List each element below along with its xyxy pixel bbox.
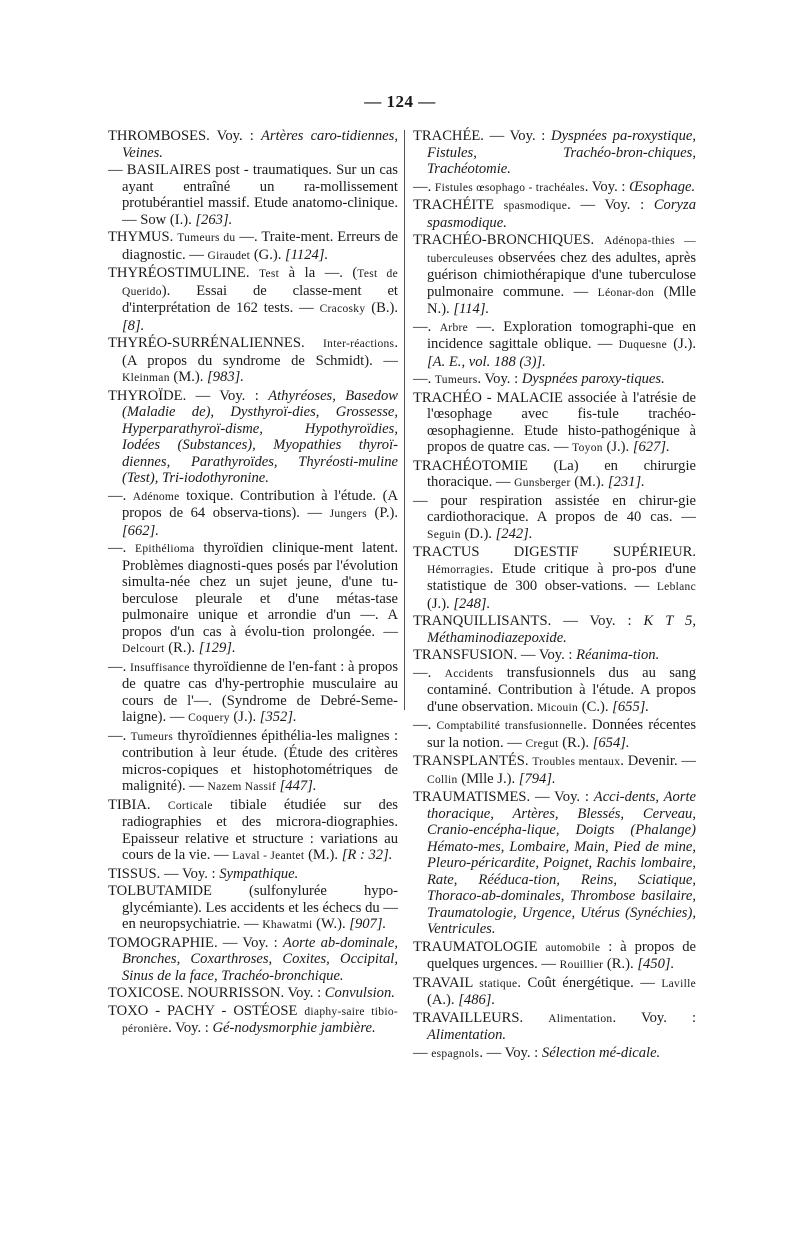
entry-smallcaps-text: Seguin xyxy=(427,528,461,541)
entry-reference: [114]. xyxy=(453,301,490,317)
entry-smallcaps-text: Alimentation xyxy=(548,1012,613,1025)
entry-reference: [983]. xyxy=(207,369,244,385)
entry-text: (J.). xyxy=(427,595,454,612)
entry-text: TRACTUS DIGESTIF SUPÉRIEUR. xyxy=(413,544,696,560)
entry-text: TIBIA. xyxy=(108,796,168,813)
entry-text: — pour respiration assistée en chirur-gie cardiothoracique. A propos de 40 cas. — xyxy=(413,492,696,525)
entry-text: TOXO - PACHY - OSTÉOSE xyxy=(108,1002,305,1019)
entry-text: TRACHÉO-BRONCHIQUES. xyxy=(413,232,604,248)
entry-smallcaps-text: Adénopa-thies — tuberculeuses xyxy=(427,235,696,265)
index-entry xyxy=(413,128,696,178)
entry-smallcaps-text: Duquesne xyxy=(618,339,668,351)
entry-text: — BASILAIRES post - traumatiques. Sur un cas ayant entraîné un ra-mollissement protubérantiel massif. Etude anatomo-clinique. — Sow (I.). xyxy=(108,162,398,228)
entry-text: (M.). xyxy=(169,369,208,385)
index-entry xyxy=(413,458,696,492)
entry-smallcaps-text: Tumeurs xyxy=(130,730,174,743)
entry-smallcaps-text: Nazem Nassif xyxy=(207,781,276,793)
entry-cross-reference: K T 5, Méthaminodiazepoxide. xyxy=(427,613,696,646)
index-entry xyxy=(108,488,398,540)
entry-smallcaps-text: automobile xyxy=(545,941,601,954)
entry-text: TOMOGRAPHIE. — Voy. : xyxy=(108,934,283,951)
entry-text: thyroïdienne de l'en-fant : à propos de quatre cas d'hy-pertrophie musculaire au cours de l'—. (Syndrome de Debré-Seme-laigne). — xyxy=(122,658,398,725)
entry-cross-reference: Coryza spasmodique. xyxy=(427,197,696,231)
index-entry xyxy=(413,197,696,231)
entry-text: . Voy. : xyxy=(612,1009,696,1026)
entry-reference: [794]. xyxy=(518,770,556,787)
entry-text: TOXICOSE. NOURRISSON. Voy. : xyxy=(108,985,325,1001)
entry-text: —. xyxy=(413,717,437,733)
entry-cross-reference: Artères caro-tidiennes, Veines. xyxy=(122,128,398,161)
entry-reference: [263]. xyxy=(195,211,233,228)
index-entry xyxy=(108,866,398,883)
entry-cross-reference: Gé-nodysmorphie jambière. xyxy=(212,1020,376,1036)
entry-smallcaps-text: Arbre xyxy=(439,321,469,334)
entry-reference: [A. E., vol. 188 (3)]. xyxy=(427,353,546,370)
entry-text: (A.). xyxy=(427,992,459,1008)
entry-reference: [352]. xyxy=(259,709,297,725)
entry-cross-reference: Réanima-tion. xyxy=(576,647,660,663)
entry-smallcaps-text: Giraudet xyxy=(207,249,251,262)
entry-reference: [8]. xyxy=(122,317,145,334)
entry-text: —. xyxy=(108,540,136,556)
index-column-left xyxy=(108,128,398,1039)
entry-cross-reference: Sympathique. xyxy=(219,865,299,882)
index-entry xyxy=(413,493,696,544)
entry-reference: [662]. xyxy=(122,522,159,539)
entry-smallcaps-text: Kleinman xyxy=(122,372,170,384)
entry-reference: [242]. xyxy=(495,525,533,542)
index-entry xyxy=(413,975,696,1009)
entry-cross-reference: Œsophage. xyxy=(629,178,696,195)
entry-text: (M.). xyxy=(304,847,342,863)
index-entry xyxy=(108,728,398,796)
entry-text: TRAVAIL xyxy=(413,974,480,991)
entry-text: (Mlle J.). xyxy=(457,770,519,787)
entry-smallcaps-text: Micouin xyxy=(537,701,579,714)
index-entry xyxy=(413,232,696,318)
entry-text: thyroïdien clinique-ment latent. Problèmes diagnosti-ques posés par l'évolution simulta-née chez un sujet jeune, d'une tu-berculose pleurale et d'une métas-tase pulmonaire unique et arrondie d'un —. A propos d'un cas à évolu-tion prolongée. — xyxy=(122,540,399,640)
entry-reference: [654]. xyxy=(592,734,630,751)
entry-text: THYRÉOSTIMULINE. xyxy=(108,265,259,281)
entry-text: à la —. ( xyxy=(279,265,358,281)
entry-text: —. xyxy=(108,658,131,675)
index-column-right xyxy=(413,128,696,1063)
index-entry xyxy=(108,388,398,487)
entry-text: . — Voy. : xyxy=(479,1044,542,1061)
entry-smallcaps-text: spasmodique xyxy=(503,200,568,212)
index-entry xyxy=(108,265,398,334)
entry-text: toxique. Contribution à l'étude. (A propos de 64 observa-tions). — xyxy=(122,487,398,521)
entry-text: tibiale étudiée sur des radiographies et des microra-diographies. Epaisseur relative et structure : variations au cours de la vie. — xyxy=(122,796,398,863)
entry-text: . Coût énergétique. — xyxy=(517,974,662,991)
entry-text: transfusionnels dus au sang contaminé. Contribution à l'étude. A propos d'une observation. xyxy=(427,664,696,715)
index-entry xyxy=(413,753,696,788)
entry-smallcaps-text: Laval - Jeantet xyxy=(232,850,305,862)
entry-reference: [248]. xyxy=(453,595,491,612)
entry-text: —. Exploration tomographi-que en incidence sagittale oblique. — xyxy=(427,318,696,352)
entry-text: thyroïdiennes épithélia-les malignes : contribution à leur étude. (Étude des critères micros-copiques et histophotométriques de malignité). — xyxy=(122,727,398,794)
entry-text: (R.). xyxy=(164,640,199,656)
index-entry xyxy=(413,544,696,612)
index-entry xyxy=(413,1045,696,1063)
entry-reference: [907]. xyxy=(349,916,387,932)
index-entry xyxy=(413,613,696,646)
entry-text: (J.). xyxy=(229,709,260,725)
entry-smallcaps-text: Test de Querido xyxy=(122,268,398,298)
entry-cross-reference: Alimentation. xyxy=(427,1027,507,1043)
index-entry xyxy=(413,390,696,457)
entry-reference: [450]. xyxy=(637,956,675,972)
entry-text: —. xyxy=(413,318,440,335)
index-entry xyxy=(108,229,398,264)
column-divider xyxy=(404,130,405,710)
entry-smallcaps-text: Epithélioma xyxy=(135,543,195,555)
entry-reference: [1124]. xyxy=(285,246,329,263)
index-entry xyxy=(108,1003,398,1038)
entry-smallcaps-text: Hémorragies xyxy=(427,563,490,576)
index-entry xyxy=(413,647,696,664)
index-entry xyxy=(108,883,398,934)
entry-smallcaps-text: Delcourt xyxy=(122,643,165,655)
entry-smallcaps-text: statique xyxy=(479,977,518,990)
entry-smallcaps-text: espagnols xyxy=(431,1047,480,1060)
entry-text: . — Voy. : xyxy=(567,197,654,213)
entry-smallcaps-text: Fistules œsophago - trachéales xyxy=(434,181,585,194)
entry-text: TRACHÉE. — Voy. : xyxy=(413,128,552,144)
index-entry xyxy=(108,659,398,727)
entry-text: —. xyxy=(413,178,435,195)
entry-text: —. xyxy=(108,727,131,744)
entry-cross-reference: Athyréoses, Basedow (Maladie de), Dysthyroï-dies, Grossesse, Hyperparathyroï-disme, Hypothyroïdies, Iodées (Substances), Myopathies thyroï-diennes, Parathyroïdes, Thyréosti-muline (Test), Tri-iodothyronine. xyxy=(122,387,398,486)
entry-reference: [447]. xyxy=(279,778,317,794)
entry-text: TISSUS. — Voy. : xyxy=(108,865,220,882)
entry-text: TRANSFUSION. — Voy. : xyxy=(413,647,577,663)
entry-smallcaps-text: Laville xyxy=(661,977,696,990)
entry-text: THYMUS. xyxy=(108,229,178,245)
entry-text: observées chez des adultes, après guérison chimiothérapique d'une tuberculose pulmonaire commune. — xyxy=(427,249,696,300)
entry-text: (B.). xyxy=(365,300,398,316)
entry-reference: [627]. xyxy=(632,439,670,455)
index-entry xyxy=(108,540,398,658)
entry-smallcaps-text: Jungers xyxy=(329,508,367,520)
entry-text: THYROÏDE. — Voy. : xyxy=(108,387,269,404)
entry-smallcaps-text: Leblanc xyxy=(656,581,696,593)
entry-text: (P.). xyxy=(366,505,398,521)
entry-text: (W.). xyxy=(312,916,350,932)
index-entry xyxy=(108,797,398,865)
entry-text: TRACHÉO - MALACIE associée à l'atrésie de l'œsophage avec fis-tule trachéo-œsophagienne. Etude histo-pathogénique à propos de quatre cas. — xyxy=(413,389,696,455)
index-entry xyxy=(108,128,398,161)
entry-text: . Données récentes sur la notion. — xyxy=(427,717,697,751)
entry-text: (C.). xyxy=(578,698,613,715)
index-entry xyxy=(413,939,696,974)
index-entry xyxy=(413,789,696,938)
entry-smallcaps-text: Collin xyxy=(427,773,458,786)
entry-smallcaps-text: Comptabilité transfusionnelle xyxy=(436,720,584,732)
entry-smallcaps-text: Cracosky xyxy=(319,303,366,315)
entry-text: THYRÉO-SURRÉNALIENNES. xyxy=(108,335,324,351)
entry-text: TRANQUILLISANTS. — Voy. : xyxy=(413,613,644,629)
entry-text: . Devenir. — xyxy=(620,753,696,769)
entry-smallcaps-text: Corticale xyxy=(167,799,213,812)
entry-smallcaps-text: Test xyxy=(258,268,280,280)
page-number: — 124 — xyxy=(364,92,436,111)
index-entry xyxy=(413,371,696,389)
entry-text: (G.). xyxy=(250,246,286,263)
entry-text: : à propos de quelques urgences. — xyxy=(427,938,696,972)
entry-cross-reference: Dyspnées pa-roxystique, Fistules, Trachéo-bron-chiques, Trachéotomie. xyxy=(427,128,696,177)
entry-cross-reference: Acci-dents, Aorte thoracique, Artères, Blessés, Cerveau, Cranio-encépha-lique, Doigts (Phalange) Hémato-mes, Lombaire, Main, Pied de mine, Pleuro-péricardite, Poignet, Rachis lombaire, Rate, Rééduca-tion, Reins, Sciatique, Thoraco-ab-dominales, Thrombose basilaire, Traumatologie, Urgence, Utérus (Synéchies), Ventricules. xyxy=(427,789,696,937)
entry-text: (J.). xyxy=(602,439,633,455)
entry-text: . Voy. : xyxy=(584,178,630,195)
entry-smallcaps-text: Khawatmi xyxy=(262,919,313,931)
entry-cross-reference: Aorte ab-dominale, Bronches, Coxarthroses, Coxites, Occipital, Sinus de la face, Trachéo-bronchique. xyxy=(122,934,398,984)
entry-smallcaps-text: Troubles mentaux xyxy=(532,756,621,768)
index-entry xyxy=(413,665,696,717)
entry-text: (D.). xyxy=(460,525,496,542)
entry-text: TRAUMATOLOGIE xyxy=(413,938,546,955)
index-entry xyxy=(413,717,696,752)
entry-text: . (A propos du syndrome de Schmidt). — xyxy=(122,335,398,369)
entry-cross-reference: Convulsion. xyxy=(324,985,395,1001)
entry-text: TRACHÉOTOMIE (La) en chirurgie thoracique. — xyxy=(413,457,696,490)
entry-smallcaps-text: diaphy-saire tibio-péronière xyxy=(122,1005,399,1035)
entry-text: —. xyxy=(108,487,133,504)
entry-smallcaps-text: Rouillier xyxy=(559,959,604,971)
entry-reference: [655]. xyxy=(612,698,650,715)
entry-text: —. xyxy=(413,371,435,387)
entry-smallcaps-text: Toyon xyxy=(572,442,603,454)
entry-text: (J.). xyxy=(667,336,696,352)
entry-text: ). Essai de classe-ment et d'interprétation de 162 tests. — xyxy=(122,282,398,316)
index-entry xyxy=(413,1010,696,1044)
entry-text: (R.). xyxy=(558,734,593,751)
entry-text: (R.). xyxy=(603,956,638,972)
entry-text: TRANSPLANTÉS. xyxy=(413,753,533,769)
entry-text: THROMBOSES. Voy. : xyxy=(108,128,261,144)
index-entry xyxy=(413,319,696,371)
entry-smallcaps-text: Adénome xyxy=(132,490,180,503)
entry-text: (Mlle N.). xyxy=(427,283,696,317)
entry-text: TOLBUTAMIDE (sulfonylurée hypo-glycémiante). Les accidents et les échecs du — en neuropsychiatrie. — xyxy=(108,883,398,932)
entry-cross-reference: Dyspnées paroxy-tiques. xyxy=(521,371,665,387)
entry-reference: [R : 32]. xyxy=(341,847,393,863)
entry-text: TRAUMATISMES. — Voy. : xyxy=(413,789,594,805)
entry-text: —. Traite-ment. Erreurs de diagnostic. — xyxy=(122,229,399,263)
entry-smallcaps-text: Gunsberger xyxy=(514,477,571,489)
entry-text: . Etude critique à pro-pos d'une statistique de 300 obser-vations. — xyxy=(427,560,696,594)
index-entry xyxy=(413,179,696,197)
entry-text: — xyxy=(413,1044,432,1061)
entry-text: . Voy. : xyxy=(477,371,522,387)
entry-text: (M.). xyxy=(570,474,608,490)
entry-smallcaps-text: Cregut xyxy=(525,737,559,750)
entry-smallcaps-text: Tumeurs xyxy=(434,374,478,386)
entry-text: —. xyxy=(413,664,445,681)
entry-smallcaps-text: Inter-réactions xyxy=(323,338,395,350)
index-entry xyxy=(108,985,398,1002)
entry-smallcaps-text: Coquery xyxy=(188,712,230,724)
entry-reference: [231]. xyxy=(607,474,645,490)
entry-text: TRACHÉITE xyxy=(413,197,504,213)
index-entry xyxy=(108,335,398,387)
entry-text: TRAVAILLEURS. xyxy=(413,1009,549,1026)
index-entry xyxy=(108,935,398,985)
index-entry xyxy=(108,162,398,228)
entry-reference: [486]. xyxy=(458,992,496,1008)
entry-reference: [129]. xyxy=(198,640,236,656)
entry-smallcaps-text: Accidents xyxy=(444,667,494,680)
entry-smallcaps-text: Insuffisance xyxy=(130,661,190,674)
entry-smallcaps-text: Tumeurs du xyxy=(177,232,236,244)
entry-text: . Voy. : xyxy=(168,1020,213,1036)
entry-smallcaps-text: Léonar-don xyxy=(597,286,655,299)
entry-cross-reference: Sélection mé-dicale. xyxy=(541,1044,661,1061)
